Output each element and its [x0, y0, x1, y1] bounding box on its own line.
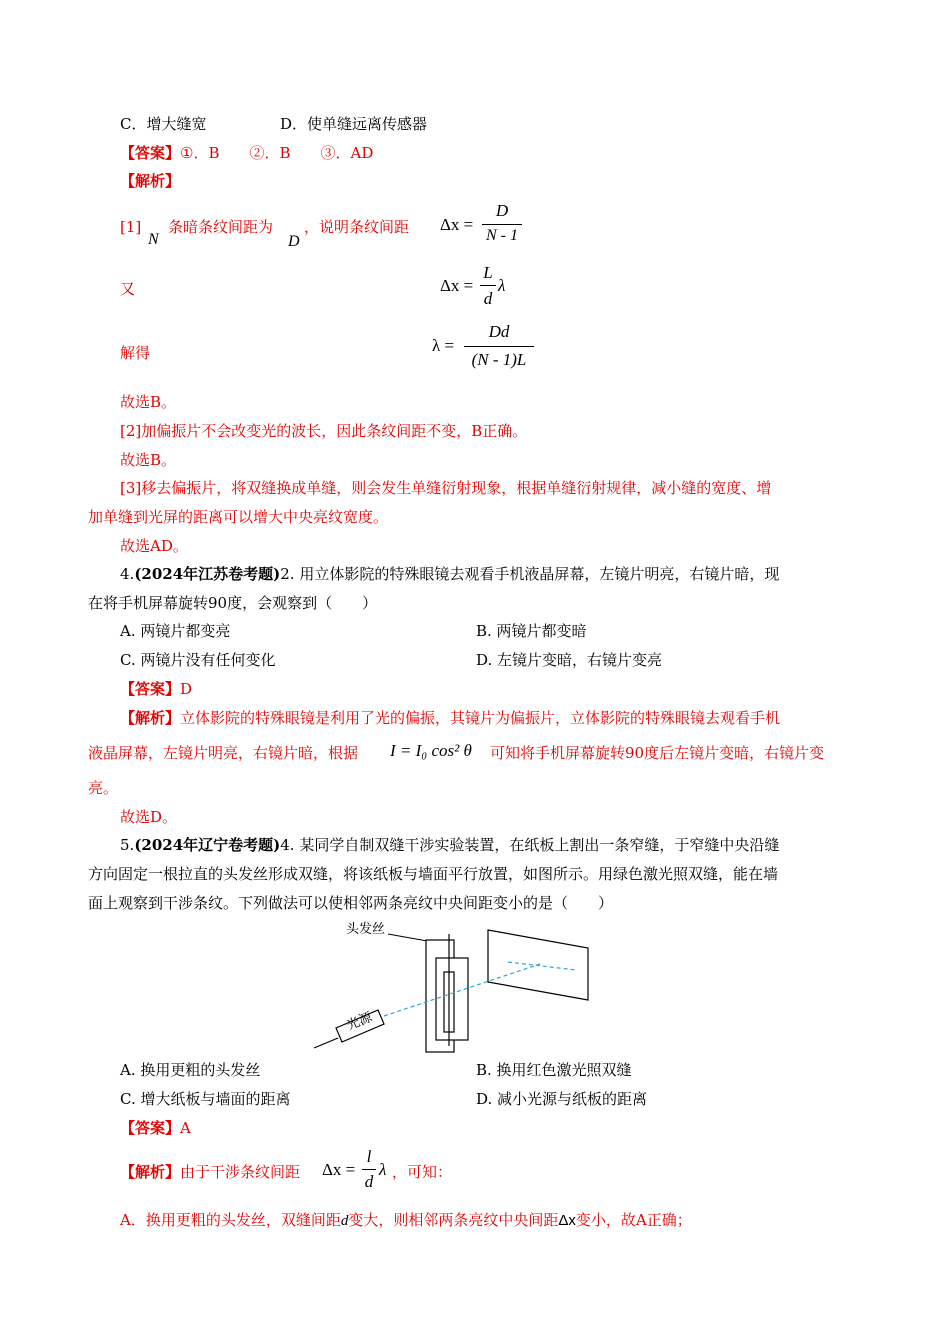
q4-option-c: C. 两镜片没有任何变化 — [120, 651, 276, 669]
analysis-label: 【解析】 — [120, 1163, 181, 1181]
q4-formula: I = I₀ cos² θ — [390, 741, 472, 760]
analysis-text: 由于干涉条纹间距 — [180, 1163, 301, 1181]
q5-stem-text: 4. 某同学自制双缝干涉实验装置，在纸板上割出一条窄缝，于窄缝中央沿缝 — [280, 836, 780, 854]
q4-choose: 故选D。 — [120, 808, 178, 826]
jiede-label: 解得 — [120, 344, 151, 362]
q5-analysis-prefix — [120, 1162, 300, 1182]
answer-label: 【答案】 — [120, 680, 181, 698]
q5-number: 5. — [120, 836, 135, 854]
answer-label: 【答案】 — [120, 144, 181, 162]
f1-denominator: N - 1 — [486, 227, 518, 244]
q5-f-lambda: λ — [379, 1160, 387, 1179]
q5-source: (2024年辽宁卷考题) — [134, 836, 281, 854]
f3-numerator: Dd — [488, 322, 510, 341]
light-source-label: 光源 — [344, 1010, 375, 1034]
a-line-suffix: 变小，故A正确； — [575, 1211, 692, 1229]
q4-stem-line2: 在将手机屏幕旋转90度，会观察到（ ） — [88, 594, 378, 612]
hair-label: 头发丝 — [346, 922, 386, 937]
f2-fraction-bar — [480, 285, 496, 286]
q4-option-a: A. 两镜片都变亮 — [120, 622, 231, 640]
q5-a-line — [120, 1210, 692, 1231]
q4-analysis-line1 — [120, 708, 780, 728]
q4-option-d: D. 左镜片变暗，右镜片变亮 — [476, 651, 663, 669]
q5-stem-line2: 方向固定一根拉直的头发丝形成双缝，将该纸板与墙面平行放置，如图所示。用绿色激光照双缝，能在墙 — [88, 865, 779, 883]
q5-f-numerator: l — [366, 1147, 372, 1166]
f1-numerator: D — [495, 201, 509, 220]
q3-p2: [2]加偏振片不会改变光的波长，因此条纹间距不变，B正确。 — [120, 422, 528, 440]
q4-analysis-line3: 亮。 — [88, 779, 119, 797]
f2-lambda: λ — [498, 276, 506, 295]
q3-choose-ad: 故选AD。 — [120, 537, 188, 555]
a-line-mid: 变大，则相邻两条亮纹中央间距 — [348, 1211, 559, 1229]
f1-lhs: Δx = — [440, 215, 474, 234]
f3-fraction-bar — [464, 346, 534, 347]
q5-option-d: D. 减小光源与纸板的距离 — [476, 1090, 648, 1108]
a-line-d: d — [340, 1213, 349, 1229]
answer-text: D — [180, 680, 193, 698]
you-label: 又 — [120, 280, 136, 298]
a-line-dx: Δx — [558, 1212, 576, 1229]
q5-f-fraction-bar — [362, 1169, 376, 1170]
q3-p3-line2: 加单缝到光屏的距离可以增大中央亮纹宽度。 — [88, 508, 389, 526]
a-line-prefix: A．换用更粗的头发丝，双缝间距 — [120, 1211, 341, 1229]
analysis-label: 【解析】 — [120, 709, 181, 727]
q3-answer — [120, 143, 373, 163]
q5-option-c: C. 增大纸板与墙面的距离 — [120, 1090, 291, 1108]
answer-text: ①．B ②．B ③．AD — [180, 144, 374, 162]
q3-p1-text — [120, 217, 141, 237]
q5-option-a: A. 换用更粗的头发丝 — [120, 1061, 261, 1079]
answer-label: 【答案】 — [120, 1119, 181, 1137]
q4-source: (2024年江苏卷考题) — [134, 565, 281, 583]
f2-denominator: d — [483, 289, 493, 308]
q5-analysis-suffix: ，可知： — [392, 1163, 453, 1181]
q3-choose-b2: 故选B。 — [120, 451, 177, 469]
q4-option-b: B. 两镜片都变暗 — [476, 622, 587, 640]
f2-lhs: Δx = — [440, 276, 474, 295]
p1-prefix: [1] — [120, 218, 142, 236]
q4-analysis-line2a: 液晶屏幕，左镜片明亮，右镜片暗，根据 — [88, 744, 359, 762]
q3-choose-b1: 故选B。 — [120, 393, 177, 411]
q5-f-lhs: Δx = — [322, 1160, 356, 1179]
q5-stem-line1 — [120, 835, 779, 855]
q4-analysis-line2b: 可知将手机屏幕旋转90度后左镜片变暗，右镜片变 — [490, 744, 825, 762]
p1-mid: 条暗条纹间距为 — [168, 218, 274, 236]
q5-stem-line3: 面上观察到干涉条纹。下列做法可以使相邻两条亮纹中央间距变小的是（ ） — [88, 894, 614, 912]
q5-option-b: B. 换用红色激光照双缝 — [476, 1061, 632, 1079]
answer-text: A — [180, 1119, 191, 1137]
q3-option-c: C．增大缝宽 — [120, 115, 207, 133]
f3-lhs: λ = — [432, 336, 455, 355]
q3-analysis-label: 【解析】 — [120, 172, 181, 190]
q4-answer — [120, 679, 192, 699]
q5-f-denominator: d — [364, 1172, 374, 1191]
q3-p3-line1: [3]移去偏振片，将双缝换成单缝，则会发生单缝衍射现象，根据单缝衍射规律，减小缝的宽度、增 — [120, 479, 772, 497]
q4-number: 4. — [120, 565, 135, 583]
p1-suffix: ，说明条纹间距 — [304, 218, 410, 236]
f3-denominator: (N - 1)L — [471, 350, 527, 369]
analysis-text: 立体影院的特殊眼镜是利用了光的偏振，其镜片为偏振片，立体影院的特殊眼镜去观看手机 — [180, 709, 781, 727]
q3-option-d: D．使单缝远离传感器 — [280, 115, 428, 133]
p1-n-symbol: N — [148, 231, 159, 248]
q5-answer — [120, 1118, 191, 1138]
q4-stem-line1 — [120, 564, 779, 584]
q4-stem-text: 2. 用立体影院的特殊眼镜去观看手机液晶屏幕，左镜片明亮，右镜片暗，现 — [280, 565, 780, 583]
p1-d-symbol: D — [288, 233, 300, 250]
light-source-handle — [314, 1038, 338, 1048]
f1-fraction-bar — [482, 224, 522, 225]
f2-numerator: L — [483, 263, 493, 282]
